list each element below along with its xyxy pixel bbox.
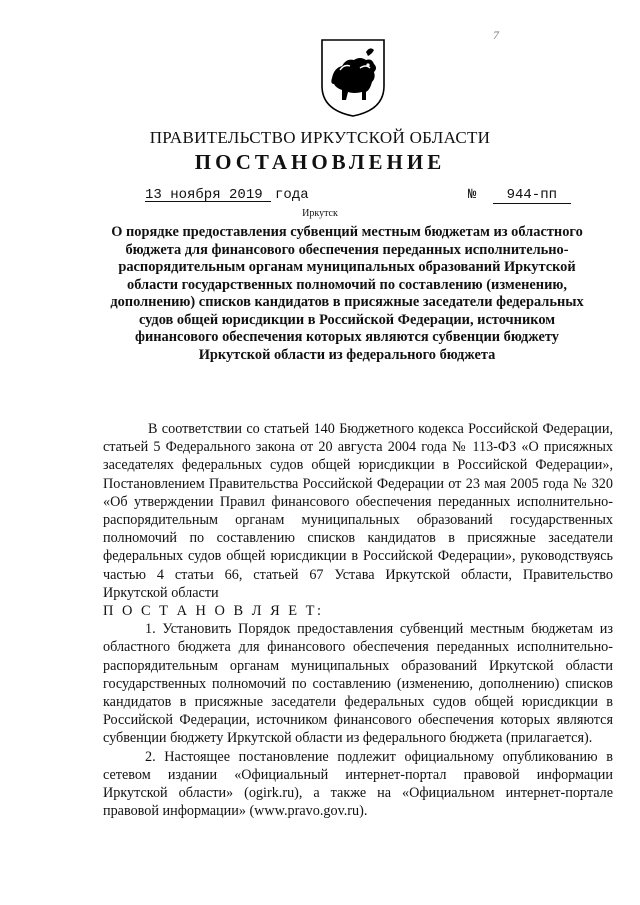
coat-of-arms-icon	[320, 38, 386, 118]
number-sign: №	[468, 187, 477, 203]
document-date	[145, 187, 309, 203]
number-value: 944-пп	[493, 188, 571, 204]
decree-word: П О С Т А Н О В Л Я Е Т:	[103, 603, 324, 620]
city-name: Иркутск	[302, 208, 338, 219]
document-title: О порядке предоставления субвенций местным бюджетам из областного бюджета для финансового обеспечения переданных исполнительно-распорядительным органам муниципальных образований Иркутской области государственных полномочий по составлению (изменению, дополнению) списков кандидатов в присяжные заседатели федеральных судов общей юрисдикции в Российской Федерации, источником финансового обеспечения которых являются субвенции бюджету Иркутской области из федерального бюджета	[110, 224, 584, 363]
date-value: 13 ноября 2019	[145, 187, 263, 203]
item-1-paragraph: 1. Установить Порядок предоставления субвенций местным бюджетам из областного бюджета для финансового обеспечения переданных исполнительно-распорядительным органам муниципальных образований Иркутской области государственных полномочий по составлению (изменению, дополнению) списков кандидатов в присяжные заседатели федеральных судов общей юрисдикции в Российской Федерации, источником финансового обеспечения которых являются субвенции бюджету Иркутской области из федерального бюджета (прилагается).	[103, 621, 613, 747]
item-2-paragraph: 2. Настоящее постановление подлежит официальному опубликованию в сетевом издании «Официальный интернет-портал правовой информации Иркутской области» (ogirk.ru), а также на «Официальном интернет-портале правовой информации» (www.pravo.gov.ru).	[103, 748, 613, 820]
government-name: ПРАВИТЕЛЬСТВО ИРКУТСКОЙ ОБЛАСТИ	[149, 128, 491, 147]
document-body	[103, 420, 613, 820]
date-suffix: года	[275, 187, 309, 203]
document-type-heading: ПОСТАНОВЛЕНИЕ	[194, 150, 446, 174]
preamble-paragraph: В соответствии со статьей 140 Бюджетного кодекса Российской Федерации, статьей 5 Федерального закона от 20 августа 2004 года № 113-ФЗ «О присяжных заседателях федеральных судов общей юрисдикции в Российской Федерации», Постановлением Правительства Российской Федерации от 23 мая 2005 года № 320 «Об утверждении Правил финансового обеспечения переданных исполнительно-распорядительным органам муниципальных образований государственных полномочий по составлению списков кандидатов в присяжные заседатели федеральных судов общей юрисдикции в Российской Федерации», руководствуясь частью 4 статьи 66, статьей 67 Устава Иркутской области, Правительство Иркутской области	[103, 421, 613, 601]
document-number	[468, 187, 571, 204]
handwritten-mark: 7	[493, 28, 499, 42]
